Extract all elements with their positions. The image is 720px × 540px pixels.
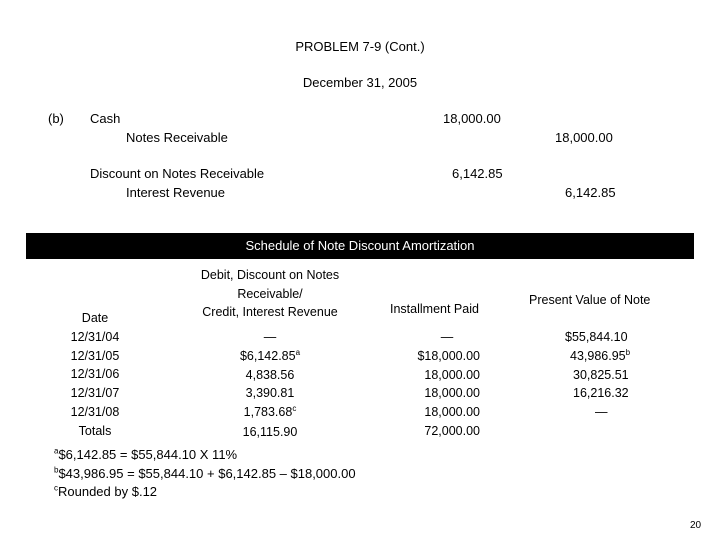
table-cell-discount: 3,390.81 xyxy=(245,386,295,401)
footnote: $^c$Rounded by $.12 xyxy=(54,483,158,499)
table-cell-date: 12/31/08 xyxy=(70,404,120,419)
table-cell-discount: — xyxy=(263,330,277,344)
table-cell-installment: 18,000.00 xyxy=(424,405,480,420)
journal-credit: 18,000.00 xyxy=(555,130,613,145)
debit-header-line: Receivable/ xyxy=(237,286,303,301)
totals-label: Totals xyxy=(78,423,112,438)
footnote-mark: a xyxy=(54,446,59,456)
installment-column xyxy=(384,328,480,441)
table-cell-pv: 43,986.95$^b$ xyxy=(570,347,631,363)
journal-account: Cash xyxy=(90,111,121,126)
footnote-mark: b xyxy=(625,347,631,357)
entry-date: December 31, 2005 xyxy=(302,75,418,90)
page-title: PROBLEM 7-9 (Cont.) xyxy=(295,39,425,54)
table-cell-discount: 1,783.68$^c$ xyxy=(243,404,297,420)
journal-credit: 6,142.85 xyxy=(565,185,616,200)
table-cell-date: 12/31/07 xyxy=(70,386,120,401)
footnote: $^a$\$6,142.85 = $55,844.10 X 11% xyxy=(54,446,238,462)
table-cell-date: 12/31/04 xyxy=(70,329,120,344)
table-cell-discount: 4,838.56 xyxy=(245,367,295,382)
part-label: (b) xyxy=(48,111,64,126)
installment-column-header: Installment Paid xyxy=(390,302,479,316)
footnote: $^b$\$43,986.95 = $55,844.10 + $6,142.85 – $18,000.00 xyxy=(54,465,356,481)
table-cell-installment: 18,000.00 xyxy=(424,367,480,382)
present-value-column-header: Present Value of Note xyxy=(529,293,651,307)
footnote-mark: c xyxy=(54,483,58,493)
date-header: Date xyxy=(81,311,109,325)
footnote-mark: c xyxy=(292,404,297,414)
footnotes xyxy=(54,446,356,502)
table-cell-discount: $6,142.85$^a$ xyxy=(239,347,301,363)
schedule-title: Schedule of Note Discount Amortization xyxy=(26,233,694,259)
journal-debit: 18,000.00 xyxy=(443,111,501,126)
journal-account: Interest Revenue xyxy=(126,185,226,200)
debit-header-line: Credit, Interest Revenue xyxy=(202,305,338,319)
table-cell-pv: — xyxy=(595,405,608,420)
table-cell-installment: $18,000.00 xyxy=(417,348,480,363)
table-cell-pv: 30,825.51 xyxy=(573,367,629,382)
page-number: 20 xyxy=(690,520,702,531)
footnote-mark: a xyxy=(295,347,301,357)
journal-account: Discount on Notes Receivable xyxy=(90,166,265,181)
table-cell-date: 12/31/05 xyxy=(70,348,120,363)
journal-account: Notes Receivable xyxy=(126,130,228,145)
totals-discount: 16,115.90 xyxy=(242,424,298,439)
table-cell-date: 12/31/06 xyxy=(70,367,120,382)
table-cell-pv: $55,844.10 xyxy=(565,330,628,344)
table-cell-pv: 16,216.32 xyxy=(573,386,629,401)
table-cell-installment: — xyxy=(440,330,454,344)
journal-debit: 6,142.85 xyxy=(452,166,503,181)
discount-column xyxy=(210,328,330,442)
date-column xyxy=(50,309,140,441)
present-value-column xyxy=(540,328,660,422)
totals-installment: 72,000.00 xyxy=(424,423,480,438)
footnote-mark: b xyxy=(54,465,59,475)
debit-header-line: Debit, Discount on Notes xyxy=(200,268,340,282)
debit-column-header xyxy=(150,266,390,322)
table-cell-installment: 18,000.00 xyxy=(424,386,480,401)
